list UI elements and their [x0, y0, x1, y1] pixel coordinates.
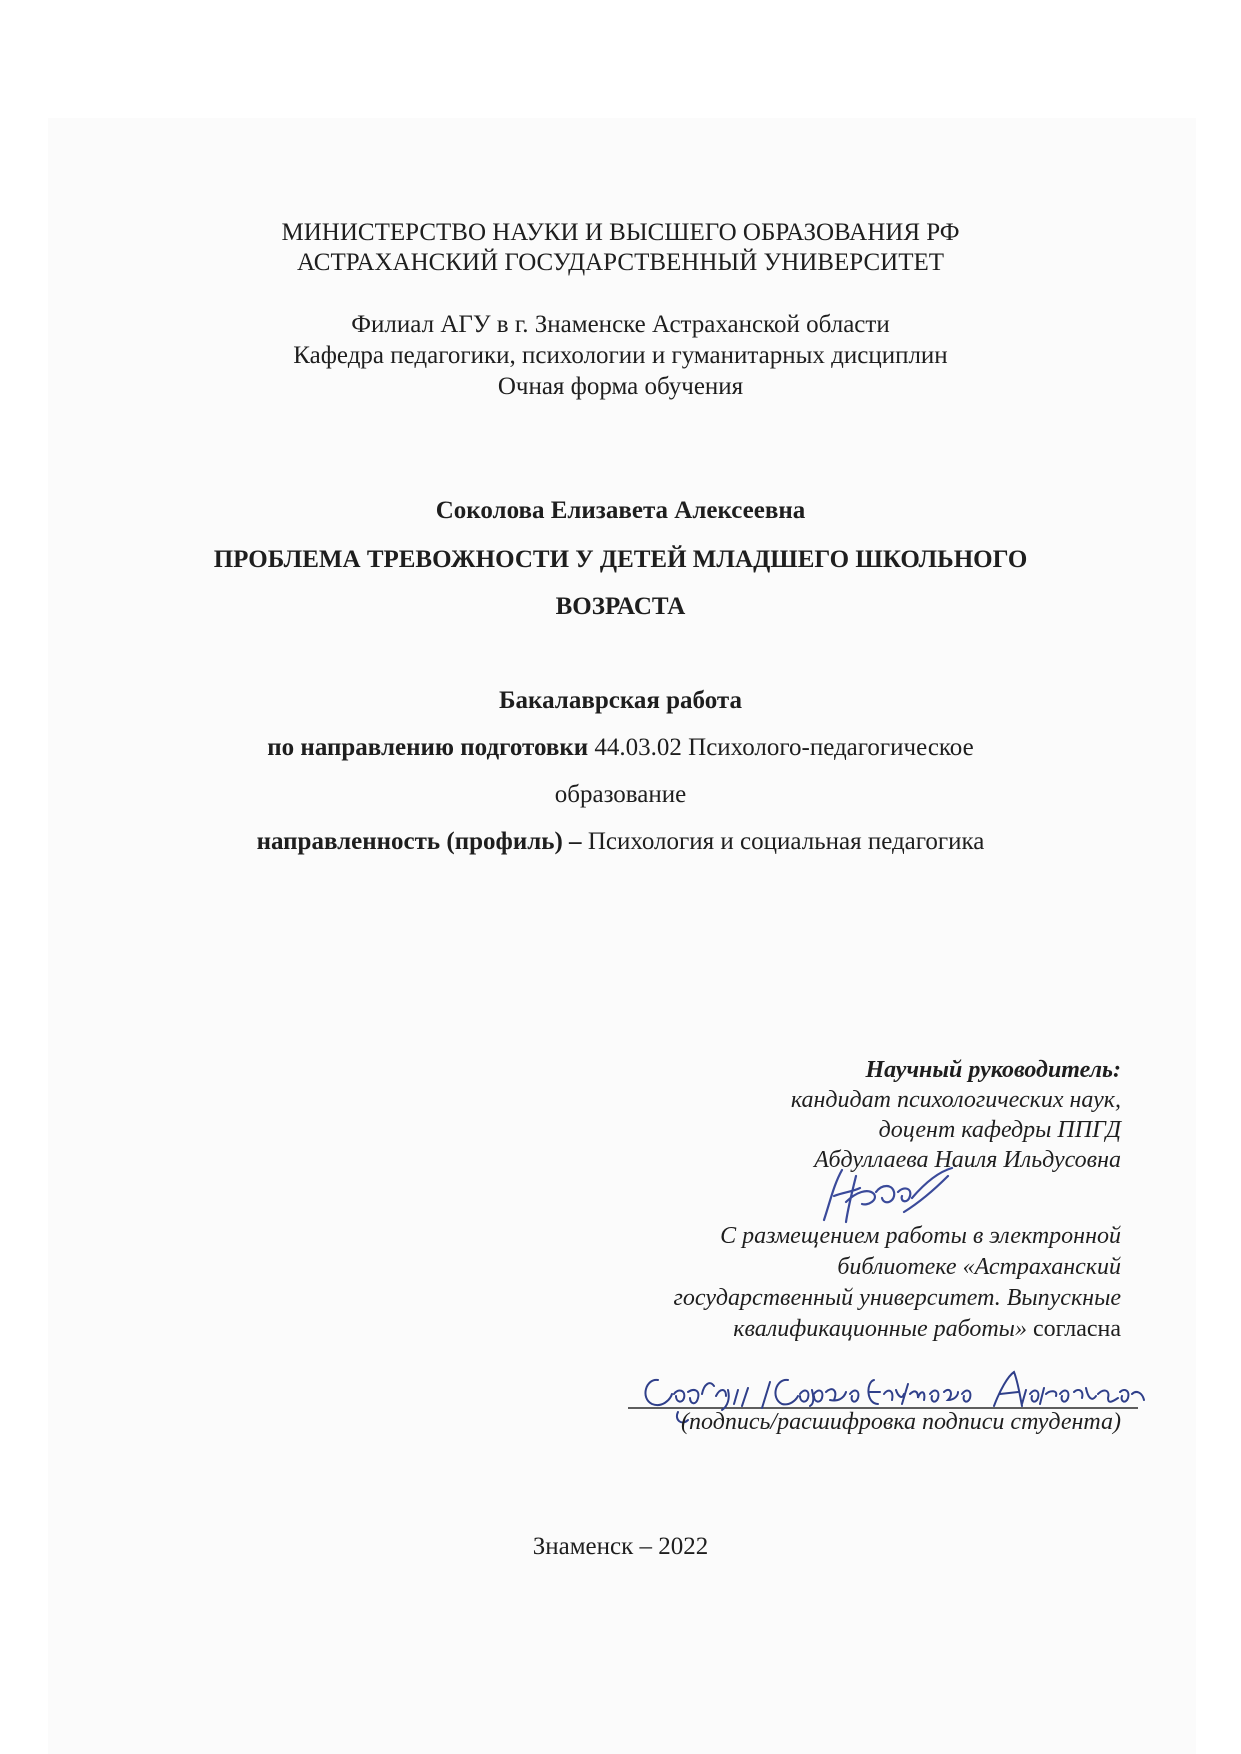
city-year: Знаменск – 2022: [532, 1533, 709, 1560]
signature-caption: (подпись/расшифровка подписи студента): [681, 1409, 1121, 1435]
author-name: Соколова Елизавета Алексеевна: [435, 497, 806, 524]
ministry-heading: МИНИСТЕРСТВО НАУКИ И ВЫСШЕГО ОБРАЗОВАНИЯ РФ: [281, 219, 960, 246]
university-heading: АСТРАХАНСКИЙ ГОСУДАРСТВЕННЫЙ УНИВЕРСИТЕТ: [296, 249, 945, 276]
direction-line: [0, 733, 1241, 763]
direction-value-continued: образование: [554, 781, 687, 808]
consent-line4: [733, 1315, 1121, 1344]
direction-value: 44.03.02 Психолого-педагогическое: [594, 734, 974, 761]
consent-line2: библиотеке «Астраханский: [837, 1254, 1121, 1280]
consent-line4-italic: квалификационные работы»: [733, 1316, 1027, 1342]
study-form-line: Очная форма обучения: [497, 373, 744, 400]
work-type: Бакалаврская работа: [499, 687, 742, 714]
department-line: Кафедра педагогики, психологии и гуманитарных дисциплин: [293, 342, 948, 369]
branch-line: Филиал АГУ в г. Знаменске Астраханской области: [351, 311, 890, 338]
consent-agreed: согласна: [1032, 1316, 1121, 1342]
consent-line3: государственный университет. Выпускные: [673, 1285, 1121, 1311]
supervisor-heading: Научный руководитель:: [865, 1057, 1121, 1083]
profile-value: Психология и социальная педагогика: [587, 828, 985, 855]
thesis-title-line1: ПРОБЛЕМА ТРЕВОЖНОСТИ У ДЕТЕЙ МЛАДШЕГО ШКОЛЬНОГО: [213, 546, 1028, 573]
supervisor-position: доцент кафедры ППГД: [878, 1117, 1121, 1143]
profile-line: [0, 827, 1241, 857]
supervisor-name: Абдуллаева Наиля Ильдусовна: [814, 1147, 1121, 1173]
profile-label: направленность (профиль) –: [256, 828, 582, 855]
supervisor-degree: кандидат психологических наук,: [790, 1087, 1121, 1113]
thesis-title-line2: ВОЗРАСТА: [555, 593, 686, 620]
direction-label: по направлению подготовки: [267, 734, 589, 761]
consent-line1: С размещением работы в электронной: [720, 1223, 1121, 1249]
